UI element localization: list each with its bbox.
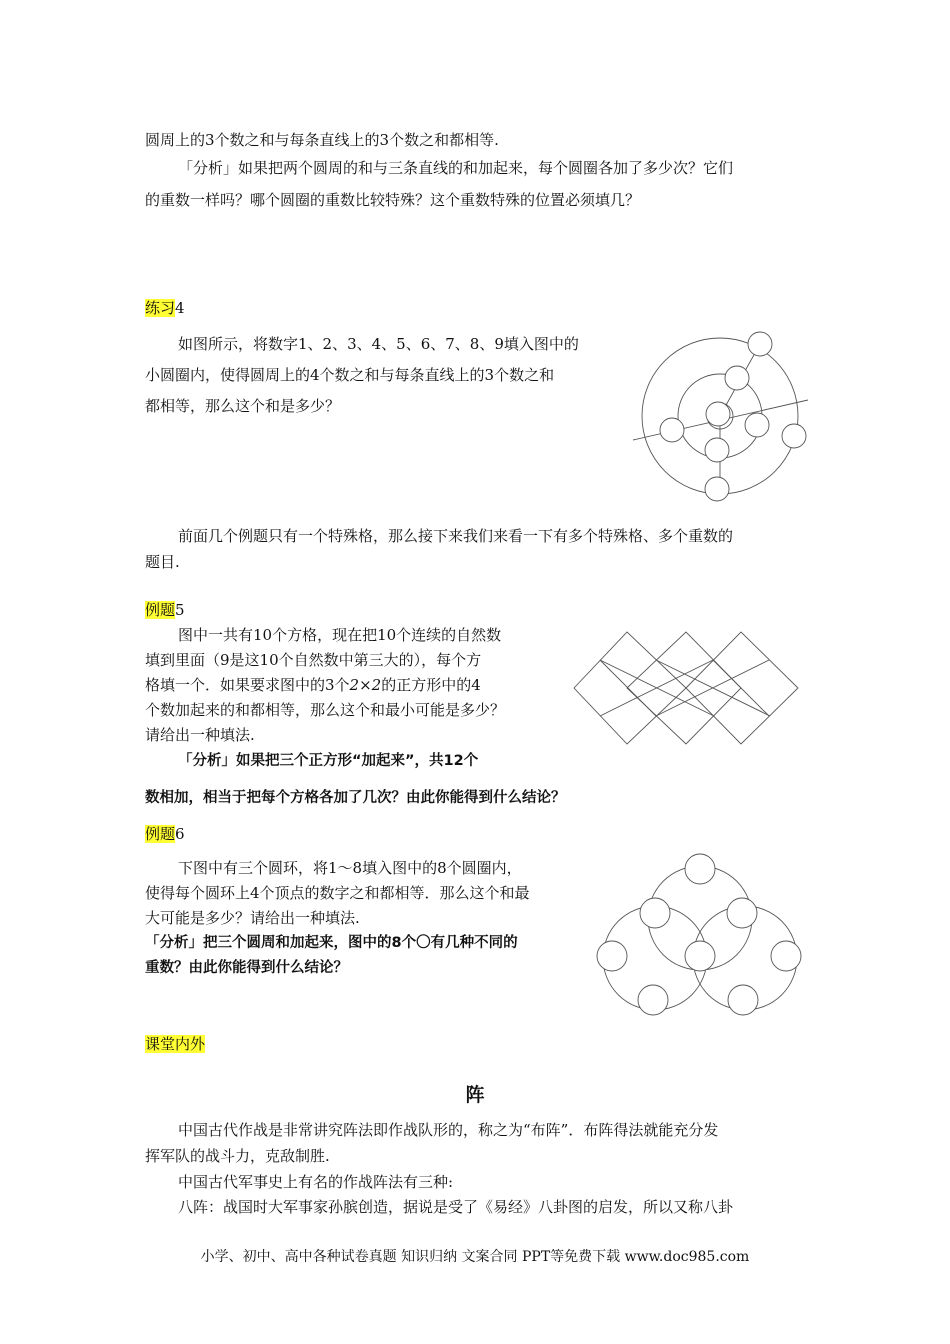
problem-line: 都相等，那么这个和是多少？ [145, 397, 341, 415]
paragraph-line: 的重数一样吗？哪个圆圈的重数比较特殊？这个重数特殊的位置必须填几？ [145, 191, 641, 209]
diamond-grid-figure [568, 626, 804, 748]
analysis-line: 重数？由此你能得到什么结论？ [145, 960, 348, 976]
problem-line: 请给出一种填法. [145, 726, 255, 744]
section-label [145, 1034, 205, 1054]
article-line: 中国古代军事史上有名的作战阵法有三种: [178, 1173, 454, 1191]
section-label-text: 课堂内外 [145, 1035, 206, 1053]
problem-line: 小圆圈内，使得圆周上的4个数之和与每条直线上的3个数之和 [145, 366, 555, 384]
article-line: 八阵：战国时大军事家孙膑创造，据说是受了《易经》八卦图的启发，所以又称八卦 [178, 1198, 734, 1216]
problem-line: 使得每个圆环上4个顶点的数字之和都相等．那么这个和最 [145, 884, 530, 902]
three-rings-figure [594, 850, 794, 1020]
example-label: 例题 [145, 825, 176, 843]
problem-line: 大可能是多少？请给出一种填法. [145, 909, 360, 927]
problem-line [145, 675, 481, 695]
analysis-line: 「分析」把三个圆周和加起来，图中的8个〇有几种不同的 [145, 935, 518, 951]
concentric-circles-figure [628, 330, 818, 505]
practice-number: 4 [175, 299, 185, 317]
analysis-text: 如果把两个圆周的和与三条直线的和加起来，每个圆圈各加了多少次？它们 [238, 159, 734, 177]
footer-text: 小学、初中、高中各种试卷真题 知识归纳 文案合同 PPT等免费下载 www.doc985.com [200, 1249, 750, 1265]
formula: 2×2 [349, 676, 382, 694]
practice-4-heading [145, 298, 185, 318]
article-line: 挥军队的战斗力，克敌制胜. [145, 1147, 330, 1165]
example-number: 6 [175, 825, 185, 843]
problem-line: 下图中有三个圆环，将1～8填入图中的8个圆圈内， [178, 859, 522, 877]
problem-text: 格填一个．如果要求图中的3个 [145, 676, 350, 694]
paragraph-line: 题目. [145, 553, 180, 571]
problem-text: 的正方形中的4 [381, 676, 481, 694]
analysis-tag: 「分析」 [178, 159, 239, 177]
article-title: 阵 [465, 1084, 485, 1106]
problem-line: 图中一共有10个方格，现在把10个连续的自然数 [178, 626, 502, 644]
example-6-heading [145, 824, 185, 844]
analysis-line: 数相加，相当于把每个方格各加了几次？由此你能得到什么结论？ [145, 790, 566, 806]
analysis-line: 「分析」如果把三个正方形“加起来”，共12个 [178, 753, 479, 769]
paragraph-line: 圆周上的3个数之和与每条直线上的3个数之和都相等. [145, 131, 499, 149]
problem-line: 如图所示，将数字1、2、3、4、5、6、7、8、9填入图中的 [178, 335, 579, 353]
example-5-heading [145, 600, 185, 620]
article-line: 中国古代作战是非常讲究阵法即作战队形的，称之为“布阵”．布阵得法就能充分发 [178, 1121, 719, 1139]
practice-label: 练习 [145, 299, 176, 317]
example-label: 例题 [145, 601, 176, 619]
paragraph-line: 前面几个例题只有一个特殊格，那么接下来我们来看一下有多个特殊格、多个重数的 [178, 527, 734, 545]
analysis-line [178, 158, 733, 178]
problem-line: 填到里面（9是这10个自然数中第三大的），每个方 [145, 651, 482, 669]
example-number: 5 [175, 601, 185, 619]
problem-line: 个数加起来的和都相等，那么这个和最小可能是多少？ [145, 701, 506, 719]
